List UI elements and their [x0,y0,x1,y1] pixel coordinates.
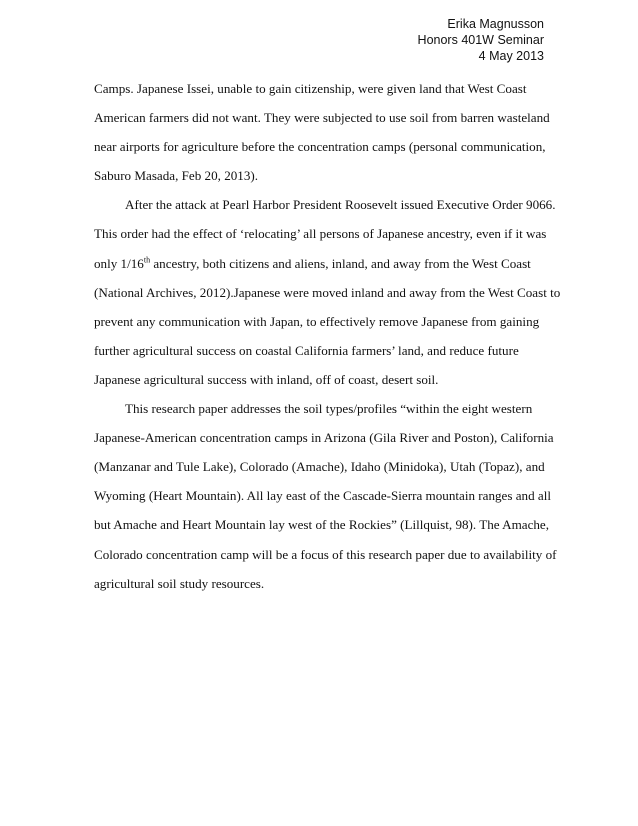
text-line: (National Archives, 2012).Japanese were moved inland and away from the West Coast to [94,284,561,300]
text-line: Colorado concentration camp will be a focus of this research paper due to availability of [94,546,557,562]
text-line: Japanese agricultural success with inland, off of coast, desert soil. [94,371,439,387]
text-line: near airports for agriculture before the concentration camps (personal communication, [94,139,546,155]
text-line: but Amache and Heart Mountain lay west of the Rockies” (Lillquist, 98). The Amache, [94,517,550,533]
body-text [94,74,561,598]
text-line-with-superscript [94,249,546,278]
text-segment: ancestry, both citizens and aliens, inland, and away from the West Coast [150,255,531,271]
text-line: prevent any communication with Japan, to effectively remove Japanese from gaining [94,313,540,329]
course-name: Honors 401W Seminar [417,33,544,47]
text-line: American farmers did not want. They were subjected to use soil from barren wasteland [94,110,550,126]
text-line: This order had the effect of ‘relocating’ all persons of Japanese ancestry, even if it was [94,226,547,242]
text-line: Saburo Masada, Feb 20, 2013). [94,168,259,184]
text-line: agricultural soil study resources. [94,575,265,591]
text-line: Japanese-American concentration camps in Arizona (Gila River and Poston), California [94,430,554,446]
text-line: (Manzanar and Tule Lake), Colorado (Amache), Idaho (Minidoka), Utah (Topaz), and [94,459,545,475]
page-header [418,16,544,64]
superscript: th [143,255,151,265]
text-line: Camps. Japanese Issei, unable to gain citizenship, were given land that West Coast [94,81,527,96]
paragraph-start-line: After the attack at Pearl Harbor President Roosevelt issued Executive Order 9066. [125,197,556,213]
text-segment: only 1/16 [94,255,144,271]
author-name: Erika Magnusson [447,17,544,31]
text-line: Wyoming (Heart Mountain). All lay east of the Cascade-Sierra mountain ranges and all [94,488,551,504]
paragraph-start-line: This research paper addresses the soil types/profiles “within the eight western [125,401,533,417]
header-date: 4 May 2013 [478,49,544,63]
text-line: further agricultural success on coastal California farmers’ land, and reduce future [94,342,519,358]
